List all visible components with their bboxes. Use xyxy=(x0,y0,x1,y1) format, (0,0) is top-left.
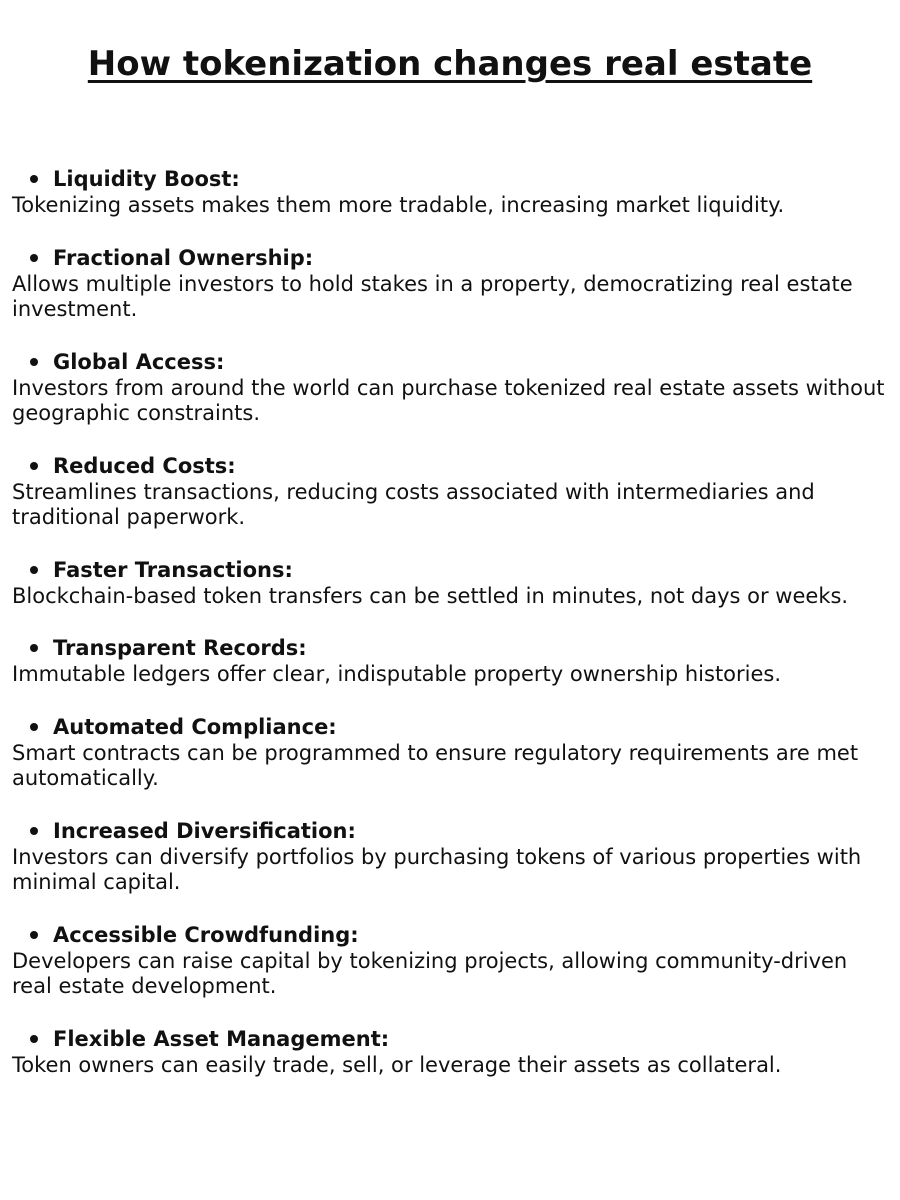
list-item-header xyxy=(12,634,892,662)
bullet-icon xyxy=(30,723,38,731)
bullet-icon xyxy=(30,1035,38,1043)
bullet-icon xyxy=(30,254,38,262)
list-item-description: Token owners can easily trade, sell, or leverage their assets as collateral. xyxy=(12,1052,782,1077)
list-item-header xyxy=(12,452,892,480)
list-item-description: Tokenizing assets makes them more tradable, increasing market liquidity. xyxy=(12,193,785,217)
list-item-header xyxy=(12,165,892,193)
list-item xyxy=(12,921,892,1000)
list-item-header xyxy=(12,244,892,272)
list-item-header xyxy=(12,348,892,376)
list-item-header xyxy=(12,713,892,741)
bullet-icon xyxy=(30,175,38,183)
list-item-description: Streamlines transactions, reducing costs associated with intermediaries and traditional paperwork. xyxy=(12,479,815,529)
list-item xyxy=(12,165,892,219)
bullet-icon xyxy=(30,931,38,939)
bullet-icon xyxy=(30,462,38,470)
list-item xyxy=(12,713,892,792)
list-item-title: Liquidity Boost: xyxy=(53,167,240,191)
list-item-description: Developers can raise capital by tokenizing projects, allowing community-driven real estate development. xyxy=(12,948,848,998)
list-item-title: Reduced Costs: xyxy=(53,453,236,478)
list-item xyxy=(12,634,892,688)
list-item xyxy=(12,244,892,323)
list-item xyxy=(12,452,892,531)
list-item-header xyxy=(12,1025,892,1053)
list-item xyxy=(12,1025,892,1079)
list-item-title: Faster Transactions: xyxy=(53,557,293,582)
list-item-title: Increased Diversification: xyxy=(53,818,356,843)
list-item-title: Fractional Ownership: xyxy=(53,245,314,270)
list-item-description: Blockchain-based token transfers can be settled in minutes, not days or weeks. xyxy=(12,583,849,608)
list-item-description: Investors can diversify portfolios by purchasing tokens of various properties with minimal capital. xyxy=(12,844,862,894)
list-item-title: Automated Compliance: xyxy=(53,714,337,739)
list-item-title: Flexible Asset Management: xyxy=(53,1026,390,1051)
list-item-description: Allows multiple investors to hold stakes in a property, democratizing real estate investment. xyxy=(12,271,853,321)
list-item xyxy=(12,817,892,896)
list-item-description: Smart contracts can be programmed to ensure regulatory requirements are met automatically. xyxy=(12,740,859,790)
list-item xyxy=(12,556,892,610)
benefits-list xyxy=(12,165,892,1103)
bullet-icon xyxy=(30,566,38,574)
list-item xyxy=(12,348,892,427)
list-item-description: Immutable ledgers offer clear, indisputable property ownership histories. xyxy=(12,662,782,686)
list-item-description: Investors from around the world can purchase tokenized real estate assets without geographic constraints. xyxy=(12,375,885,425)
list-item-header xyxy=(12,817,892,845)
bullet-icon xyxy=(30,644,38,652)
list-item-header xyxy=(12,556,892,584)
bullet-icon xyxy=(30,358,38,366)
list-item-header xyxy=(12,921,892,949)
list-item-title: Accessible Crowdfunding: xyxy=(53,922,359,947)
list-item-title: Global Access: xyxy=(53,349,225,374)
page-title: How tokenization changes real estate xyxy=(87,44,813,84)
bullet-icon xyxy=(30,827,38,835)
list-item-title: Transparent Records: xyxy=(53,636,307,660)
